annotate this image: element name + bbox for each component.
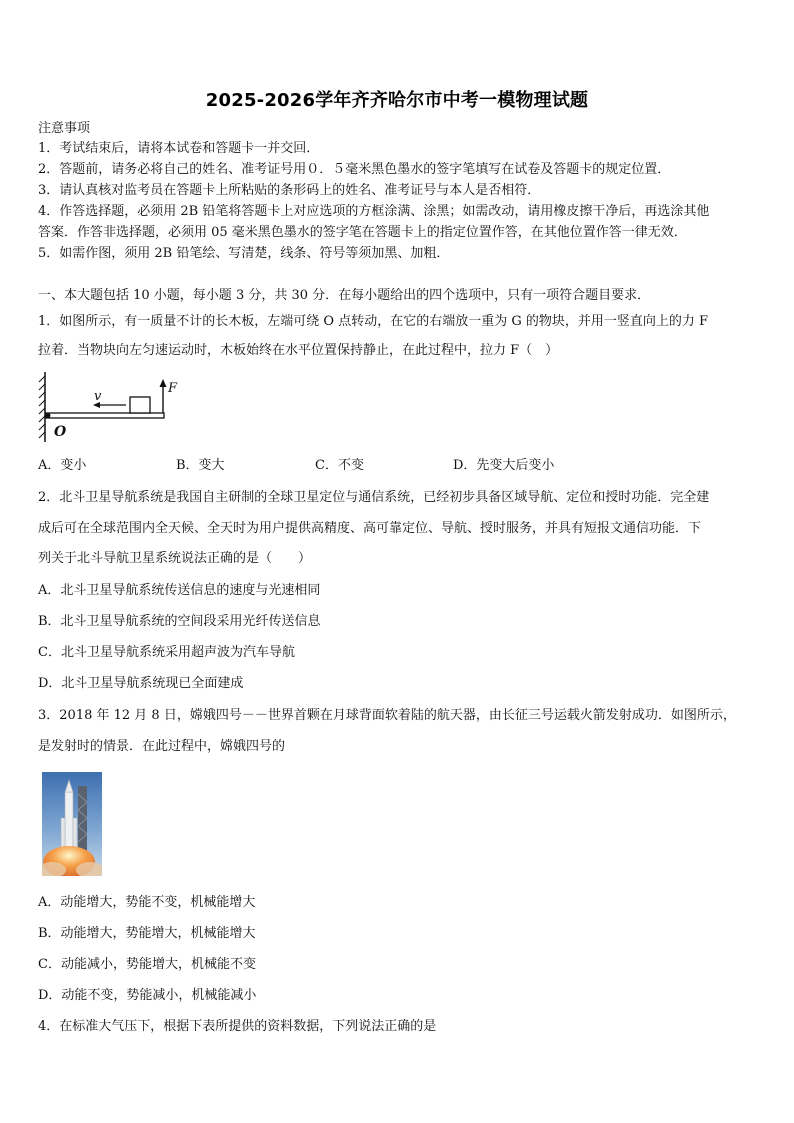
- q1-option-a: A．变小: [38, 458, 87, 473]
- question-2-stem: 2．北斗卫星导航系统是我国自主研制的全球卫星定位与通信系统，已经初步具备区域导航、定位和授时功能．完全建: [38, 490, 710, 505]
- question-3-stem: 3．2018 年 12 月 8 日，嫦娥四号－－世界首颗在月球背面软着陆的航天器，由长征三号运载火箭发射成功．如图所示，: [38, 708, 736, 723]
- launch-tower: [78, 786, 87, 856]
- question-4-stem: 4．在标准大气压下，根据下表所提供的资料数据，下列说法正确的是: [38, 1019, 437, 1034]
- q3-option-c: C．动能减小，势能增大，机械能不变: [38, 957, 256, 972]
- q2-option-a: A．北斗卫星导航系统传送信息的速度与光速相同: [38, 583, 321, 598]
- notice-heading: 注意事项: [38, 121, 91, 136]
- notice-item: 答案．作答非选择题，必须用 05 毫米黑色墨水的签字笔在答题卡上的指定位置作答，在其他位置作答一律无效．: [38, 225, 687, 240]
- notice-item: 2．答题前，请务必将自己的姓名、准考证号用０．５毫米黑色墨水的签字笔填写在试卷及答题卡的规定位置．: [38, 162, 671, 177]
- question-3-stem: 是发射时的情景．在此过程中，嫦娥四号的: [38, 739, 286, 754]
- q3-option-b: B．动能增大，势能增大，机械能增大: [38, 926, 256, 941]
- rocket-body: [65, 792, 73, 850]
- q3-option-a: A．动能增大，势能不变，机械能增大: [38, 895, 256, 910]
- label-F: F: [168, 381, 178, 396]
- label-O: O: [54, 424, 67, 440]
- q2-option-b: B．北斗卫星导航系统的空间段采用光纤传送信息: [38, 614, 321, 629]
- rocket-launch-image: [42, 772, 102, 876]
- notice-item: 1．考试结束后，请将本试卷和答题卡一并交回．: [38, 141, 320, 156]
- q3-option-d: D．动能不变，势能减小，机械能减小: [38, 988, 257, 1003]
- block: [130, 397, 150, 413]
- page-title: 2025-2026学年齐齐哈尔市中考一模物理试题: [205, 90, 589, 111]
- board: [46, 413, 164, 418]
- question-2-stem: 成后可在全球范围内全天候、全天时为用户提供高精度、高可靠定位、导航、授时服务，并具有短报文通信功能．下: [38, 521, 702, 536]
- label-v: v: [94, 389, 102, 404]
- question-2-stem: 列关于北斗导航卫星系统说法正确的是（ ）: [38, 551, 312, 566]
- q2-option-c: C．北斗卫星导航系统采用超声波为汽车导航: [38, 645, 295, 660]
- force-arrowhead: [160, 379, 167, 387]
- q1-option-c: C．不变: [315, 458, 364, 473]
- question-1-stem: 1．如图所示，有一质量不计的长木板，左端可绕 O 点转动，在它的右端放一重为 G 的物块，并用一竖直向上的力 F: [38, 314, 708, 329]
- wall-hatch: [39, 376, 45, 438]
- lever-figure: [38, 368, 188, 448]
- q1-option-b: B．变大: [176, 458, 225, 473]
- q2-option-d: D．北斗卫星导航系统现已全面建成: [38, 676, 244, 691]
- section-heading: 一、本大题包括 10 小题，每小题 3 分，共 30 分．在每小题给出的四个选项中，只有一项符合题目要求．: [38, 288, 651, 303]
- notice-item: 5．如需作图，须用 2B 铅笔绘、写清楚，线条、符号等须加黑、加粗．: [38, 246, 450, 261]
- notice-item: 4．作答选择题，必须用 2B 铅笔将答题卡上对应选项的方框涂满、涂黑；如需改动，请用橡皮擦干净后，再选涂其他: [38, 204, 710, 219]
- q1-option-d: D．先变大后变小: [453, 458, 555, 473]
- notice-item: 3．请认真核对监考员在答题卡上所粘贴的条形码上的姓名、准考证号与本人是否相符．: [38, 183, 541, 198]
- question-1-stem: 拉着．当物块向左匀速运动时，木板始终在水平位置保持静止，在此过程中，拉力 F（ ）: [38, 343, 559, 358]
- pivot-point: [46, 413, 51, 418]
